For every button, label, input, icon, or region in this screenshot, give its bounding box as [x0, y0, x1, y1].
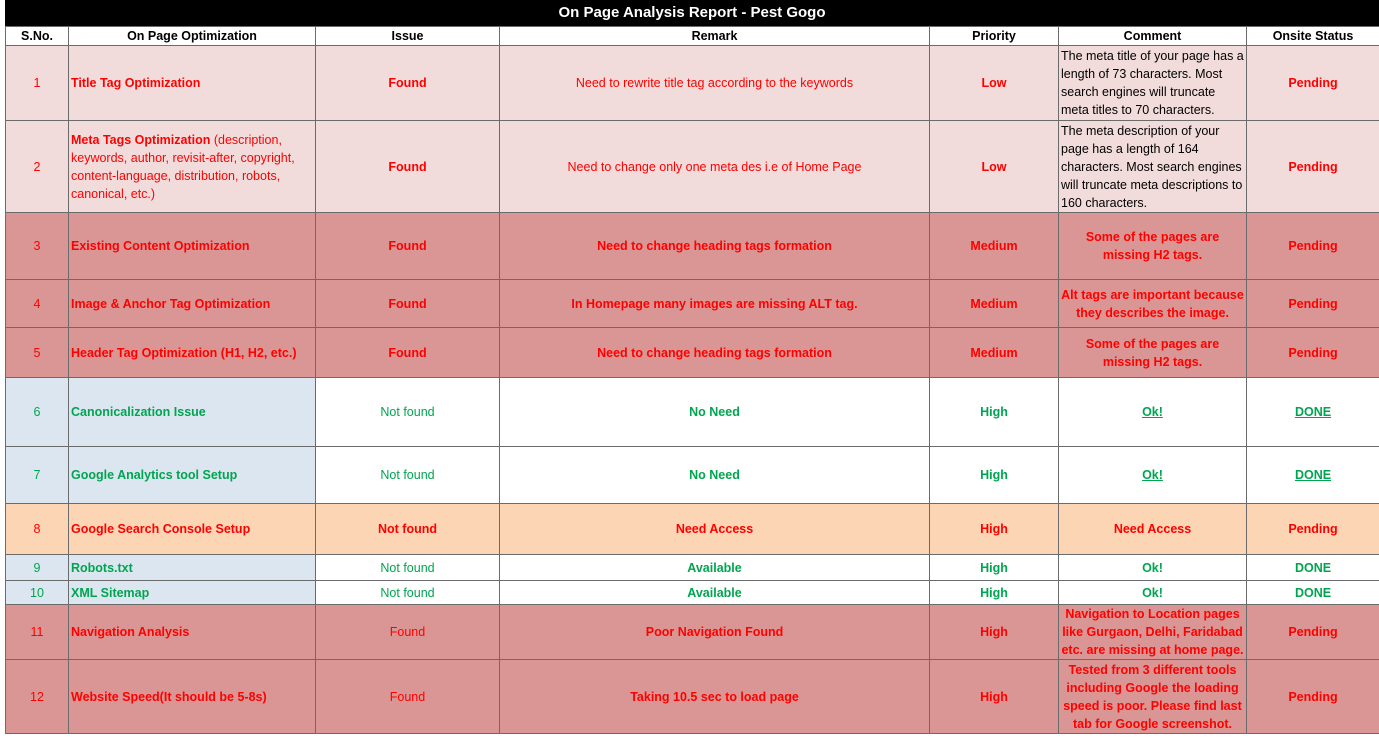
cell-priority[interactable]: High	[930, 605, 1059, 660]
cell-issue[interactable]: Found	[316, 660, 500, 734]
header-comment[interactable]: Comment	[1059, 27, 1247, 46]
cell-remark[interactable]: Available	[500, 581, 930, 605]
cell-issue[interactable]: Not found	[316, 504, 500, 555]
cell-issue[interactable]: Found	[316, 213, 500, 280]
cell-comment[interactable]: Some of the pages are missing H2 tags.	[1059, 328, 1247, 378]
cell-comment[interactable]: The meta description of your page has a length of 164 characters. Most search engines will truncate meta descriptions to 160 characters.	[1059, 121, 1247, 213]
cell-status[interactable]: Pending	[1247, 605, 1379, 660]
cell-priority[interactable]: Low	[930, 121, 1059, 213]
cell-priority[interactable]: High	[930, 581, 1059, 605]
cell-comment[interactable]: Ok!	[1059, 555, 1247, 581]
cell-task[interactable]: XML Sitemap	[69, 581, 316, 605]
table-row	[6, 121, 1379, 213]
cell-sno[interactable]: 5	[6, 328, 69, 378]
cell-issue[interactable]: Found	[316, 280, 500, 328]
cell-comment[interactable]: Need Access	[1059, 504, 1247, 555]
cell-priority[interactable]: High	[930, 555, 1059, 581]
header-priority[interactable]: Priority	[930, 27, 1059, 46]
header-status[interactable]: Onsite Status	[1247, 27, 1379, 46]
table-row	[6, 581, 1379, 605]
task-sub-text: (description, keywords, author, revisit-after, copyright, content-language, distribution, robots, canonical, etc.)	[71, 132, 295, 201]
cell-sno[interactable]: 6	[6, 378, 69, 447]
cell-comment[interactable]: Ok!	[1059, 581, 1247, 605]
header-issue[interactable]: Issue	[316, 27, 500, 46]
cell-remark[interactable]: Need to change heading tags formation	[500, 213, 930, 280]
cell-priority[interactable]: Low	[930, 46, 1059, 121]
cell-issue[interactable]: Found	[316, 328, 500, 378]
cell-remark[interactable]: No Need	[500, 447, 930, 504]
cell-task[interactable]: Title Tag Optimization	[69, 46, 316, 121]
cell-priority[interactable]: Medium	[930, 280, 1059, 328]
cell-priority[interactable]: High	[930, 504, 1059, 555]
cell-remark[interactable]: In Homepage many images are missing ALT tag.	[500, 280, 930, 328]
table-row	[6, 328, 1379, 378]
cell-sno[interactable]: 8	[6, 504, 69, 555]
cell-priority[interactable]: High	[930, 378, 1059, 447]
cell-issue[interactable]: Found	[316, 46, 500, 121]
cell-task[interactable]: Navigation Analysis	[69, 605, 316, 660]
header-remark[interactable]: Remark	[500, 27, 930, 46]
cell-issue[interactable]: Found	[316, 605, 500, 660]
report-table	[5, 26, 1379, 734]
header-task[interactable]: On Page Optimization	[69, 27, 316, 46]
cell-sno[interactable]: 9	[6, 555, 69, 581]
table-row	[6, 555, 1379, 581]
cell-task[interactable]: Image & Anchor Tag Optimization	[69, 280, 316, 328]
table-row	[6, 46, 1379, 121]
table-row	[6, 504, 1379, 555]
table-row	[6, 660, 1379, 734]
cell-sno[interactable]: 2	[6, 121, 69, 213]
cell-priority[interactable]: High	[930, 447, 1059, 504]
cell-sno[interactable]: 7	[6, 447, 69, 504]
cell-comment[interactable]: Tested from 3 different tools including Google the loading speed is poor. Please find last tab for Google screenshot.	[1059, 660, 1247, 734]
cell-status[interactable]: Pending	[1247, 121, 1379, 213]
header-row	[6, 27, 1379, 46]
cell-task[interactable]: Existing Content Optimization	[69, 213, 316, 280]
cell-comment[interactable]: Navigation to Location pages like Gurgaon, Delhi, Faridabad etc. are missing at home page.	[1059, 605, 1247, 660]
cell-task[interactable]: Google Analytics tool Setup	[69, 447, 316, 504]
cell-task[interactable]: Website Speed(It should be 5-8s)	[69, 660, 316, 734]
table-row	[6, 280, 1379, 328]
cell-task[interactable]	[69, 121, 316, 213]
cell-issue[interactable]: Not found	[316, 447, 500, 504]
cell-sno[interactable]: 4	[6, 280, 69, 328]
table-row	[6, 213, 1379, 280]
cell-issue[interactable]: Not found	[316, 581, 500, 605]
cell-remark[interactable]: Taking 10.5 sec to load page	[500, 660, 930, 734]
cell-sno[interactable]: 12	[6, 660, 69, 734]
spreadsheet	[5, 0, 1379, 734]
cell-status[interactable]: DONE	[1247, 447, 1379, 504]
cell-sno[interactable]: 11	[6, 605, 69, 660]
cell-comment[interactable]: The meta title of your page has a length of 73 characters. Most search engines will truncate meta titles to 70 characters.	[1059, 46, 1247, 121]
cell-priority[interactable]: High	[930, 660, 1059, 734]
cell-remark[interactable]: Need to change heading tags formation	[500, 328, 930, 378]
cell-remark[interactable]: Need to rewrite title tag according to the keywords	[500, 46, 930, 121]
table-row	[6, 605, 1379, 660]
cell-status[interactable]: Pending	[1247, 46, 1379, 121]
cell-issue[interactable]: Not found	[316, 378, 500, 447]
cell-comment[interactable]: Some of the pages are missing H2 tags.	[1059, 213, 1247, 280]
cell-remark[interactable]: No Need	[500, 378, 930, 447]
cell-status[interactable]: Pending	[1247, 504, 1379, 555]
task-main-text: Meta Tags Optimization	[71, 132, 211, 147]
cell-remark[interactable]: Need to change only one meta des i.e of Home Page	[500, 121, 930, 213]
cell-status[interactable]: Pending	[1247, 280, 1379, 328]
cell-status[interactable]: DONE	[1247, 555, 1379, 581]
cell-issue[interactable]: Found	[316, 121, 500, 213]
cell-sno[interactable]: 3	[6, 213, 69, 280]
table-row	[6, 378, 1379, 447]
cell-task[interactable]: Robots.txt	[69, 555, 316, 581]
cell-status[interactable]: DONE	[1247, 581, 1379, 605]
cell-task[interactable]: Header Tag Optimization (H1, H2, etc.)	[69, 328, 316, 378]
report-title[interactable]: On Page Analysis Report - Pest Gogo	[5, 0, 1379, 26]
cell-remark[interactable]: Available	[500, 555, 930, 581]
cell-priority[interactable]: Medium	[930, 328, 1059, 378]
cell-remark[interactable]: Need Access	[500, 504, 930, 555]
cell-status[interactable]: DONE	[1247, 378, 1379, 447]
cell-task[interactable]: Google Search Console Setup	[69, 504, 316, 555]
cell-comment[interactable]: Ok!	[1059, 378, 1247, 447]
cell-comment[interactable]: Ok!	[1059, 447, 1247, 504]
cell-priority[interactable]: Medium	[930, 213, 1059, 280]
cell-task[interactable]: Canonicalization Issue	[69, 378, 316, 447]
cell-status[interactable]: Pending	[1247, 660, 1379, 734]
cell-issue[interactable]: Not found	[316, 555, 500, 581]
cell-status[interactable]: Pending	[1247, 328, 1379, 378]
table-row	[6, 447, 1379, 504]
cell-remark[interactable]: Poor Navigation Found	[500, 605, 930, 660]
cell-sno[interactable]: 1	[6, 46, 69, 121]
cell-comment[interactable]: Alt tags are important because they describes the image.	[1059, 280, 1247, 328]
cell-sno[interactable]: 10	[6, 581, 69, 605]
cell-status[interactable]: Pending	[1247, 213, 1379, 280]
header-sno[interactable]: S.No.	[6, 27, 69, 46]
